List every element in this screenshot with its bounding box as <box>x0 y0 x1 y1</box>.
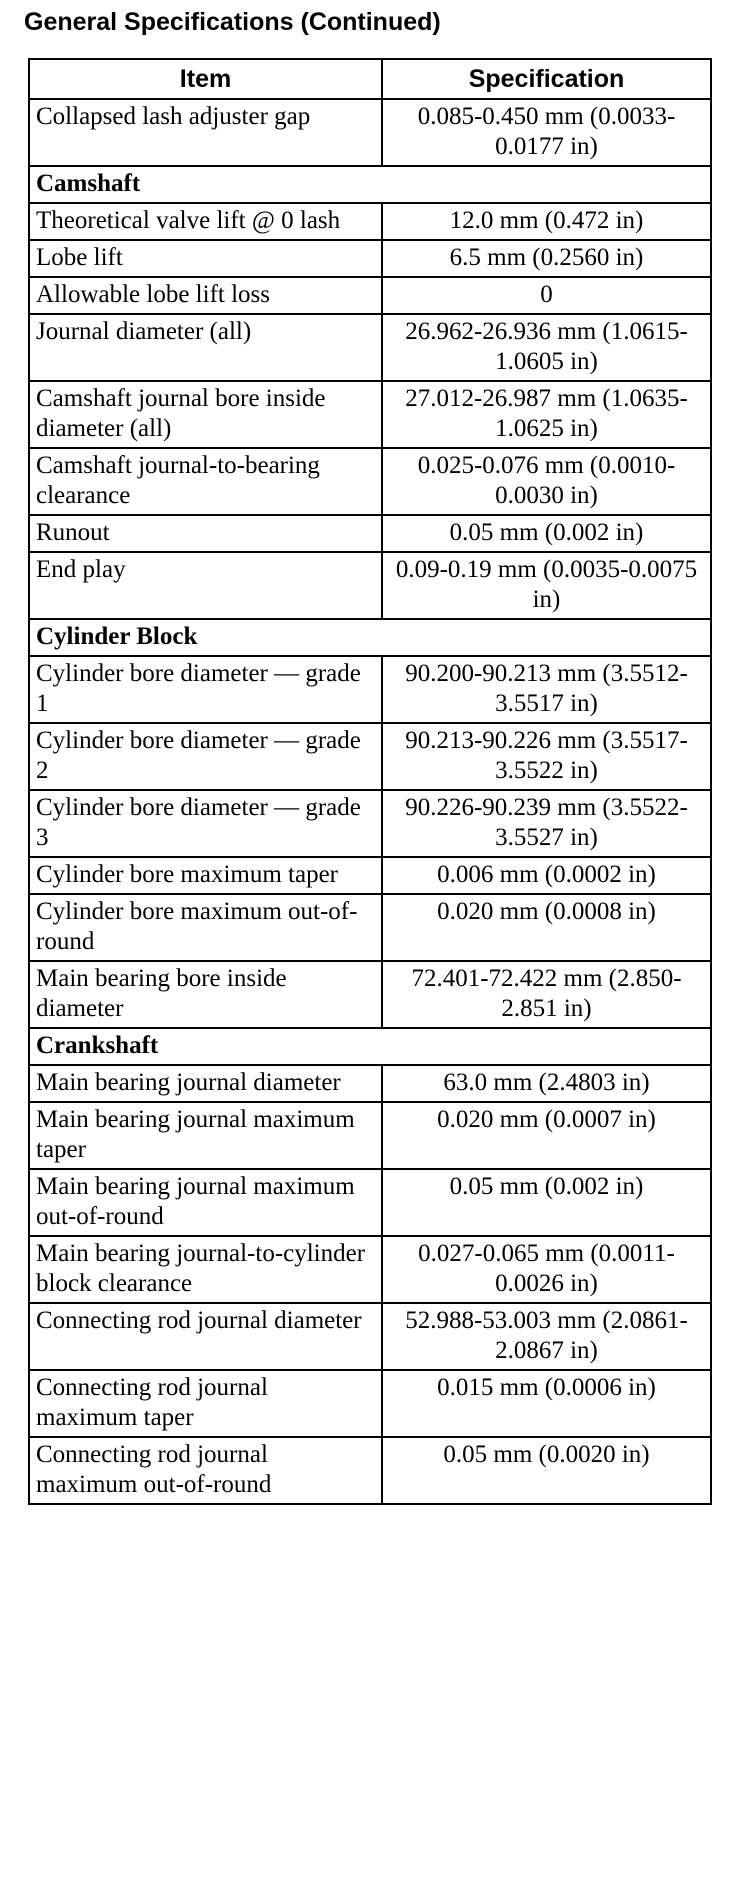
item-cell: Main bearing journal diameter <box>29 1065 382 1102</box>
table-row <box>29 723 711 790</box>
specification-cell: 6.5 mm (0.2560 in) <box>382 240 711 277</box>
table-row <box>29 1303 711 1370</box>
item-cell: Runout <box>29 515 382 552</box>
item-cell: Allowable lobe lift loss <box>29 277 382 314</box>
specification-cell: 0.025-0.076 mm (0.0010-0.0030 in) <box>382 448 711 515</box>
section-header-row <box>29 1028 711 1065</box>
specification-cell: 0.085-0.450 mm (0.0033-0.0177 in) <box>382 99 711 166</box>
specification-cell: 63.0 mm (2.4803 in) <box>382 1065 711 1102</box>
specification-cell: 0.020 mm (0.0008 in) <box>382 894 711 961</box>
table-row <box>29 314 711 381</box>
item-cell: Camshaft journal bore inside diameter (all) <box>29 381 382 448</box>
specification-cell: 26.962-26.936 mm (1.0615-1.0605 in) <box>382 314 711 381</box>
table-row <box>29 1236 711 1303</box>
table-row <box>29 857 711 894</box>
item-cell: Cylinder bore diameter — grade 2 <box>29 723 382 790</box>
item-cell: End play <box>29 552 382 619</box>
item-cell: Main bearing journal maximum taper <box>29 1102 382 1169</box>
specification-cell: 0 <box>382 277 711 314</box>
table-row <box>29 894 711 961</box>
table-row <box>29 1065 711 1102</box>
specification-cell: 0.05 mm (0.002 in) <box>382 515 711 552</box>
table-row <box>29 961 711 1028</box>
table-row <box>29 448 711 515</box>
section-header-row <box>29 619 711 656</box>
section-label: Crankshaft <box>29 1028 711 1065</box>
item-cell: Lobe lift <box>29 240 382 277</box>
specification-cell: 0.015 mm (0.0006 in) <box>382 1370 711 1437</box>
item-cell: Collapsed lash adjuster gap <box>29 99 382 166</box>
item-cell: Cylinder bore maximum taper <box>29 857 382 894</box>
specification-cell: 90.226-90.239 mm (3.5522-3.5527 in) <box>382 790 711 857</box>
specification-cell: 0.05 mm (0.002 in) <box>382 1169 711 1236</box>
specification-cell: 0.006 mm (0.0002 in) <box>382 857 711 894</box>
section-label: Camshaft <box>29 166 711 203</box>
section-label: Cylinder Block <box>29 619 711 656</box>
specification-cell: 72.401-72.422 mm (2.850-2.851 in) <box>382 961 711 1028</box>
specification-cell: 27.012-26.987 mm (1.0635-1.0625 in) <box>382 381 711 448</box>
table-row <box>29 1370 711 1437</box>
item-column-header: Item <box>29 59 382 99</box>
page-title: General Specifications (Continued) <box>24 8 441 36</box>
table-row <box>29 790 711 857</box>
item-cell: Theoretical valve lift @ 0 lash <box>29 203 382 240</box>
table-row <box>29 515 711 552</box>
specification-cell: 0.027-0.065 mm (0.0011-0.0026 in) <box>382 1236 711 1303</box>
table-row <box>29 1437 711 1504</box>
specification-cell: 0.020 mm (0.0007 in) <box>382 1102 711 1169</box>
specification-cell: 52.988-53.003 mm (2.0861-2.0867 in) <box>382 1303 711 1370</box>
specifications-table <box>28 58 712 1505</box>
table-header-row <box>29 59 711 99</box>
table-body <box>29 99 711 1504</box>
table-row <box>29 381 711 448</box>
table-row <box>29 1102 711 1169</box>
table-row <box>29 656 711 723</box>
item-cell: Cylinder bore diameter — grade 1 <box>29 656 382 723</box>
table-row <box>29 203 711 240</box>
item-cell: Camshaft journal-to-bearing clearance <box>29 448 382 515</box>
item-cell: Connecting rod journal diameter <box>29 1303 382 1370</box>
item-cell: Cylinder bore maximum out-of-round <box>29 894 382 961</box>
item-cell: Main bearing journal maximum out-of-round <box>29 1169 382 1236</box>
specification-column-header: Specification <box>382 59 711 99</box>
item-cell: Main bearing bore inside diameter <box>29 961 382 1028</box>
section-header-row <box>29 166 711 203</box>
specification-cell: 0.09-0.19 mm (0.0035-0.0075 in) <box>382 552 711 619</box>
table-row <box>29 240 711 277</box>
item-cell: Cylinder bore diameter — grade 3 <box>29 790 382 857</box>
item-cell: Connecting rod journal maximum out-of-round <box>29 1437 382 1504</box>
item-cell: Connecting rod journal maximum taper <box>29 1370 382 1437</box>
table-row <box>29 99 711 166</box>
item-cell: Main bearing journal-to-cylinder block clearance <box>29 1236 382 1303</box>
table-row <box>29 277 711 314</box>
item-cell: Journal diameter (all) <box>29 314 382 381</box>
table-row <box>29 552 711 619</box>
specification-cell: 90.213-90.226 mm (3.5517-3.5522 in) <box>382 723 711 790</box>
specification-cell: 12.0 mm (0.472 in) <box>382 203 711 240</box>
table-row <box>29 1169 711 1236</box>
specification-cell: 0.05 mm (0.0020 in) <box>382 1437 711 1504</box>
specification-cell: 90.200-90.213 mm (3.5512-3.5517 in) <box>382 656 711 723</box>
